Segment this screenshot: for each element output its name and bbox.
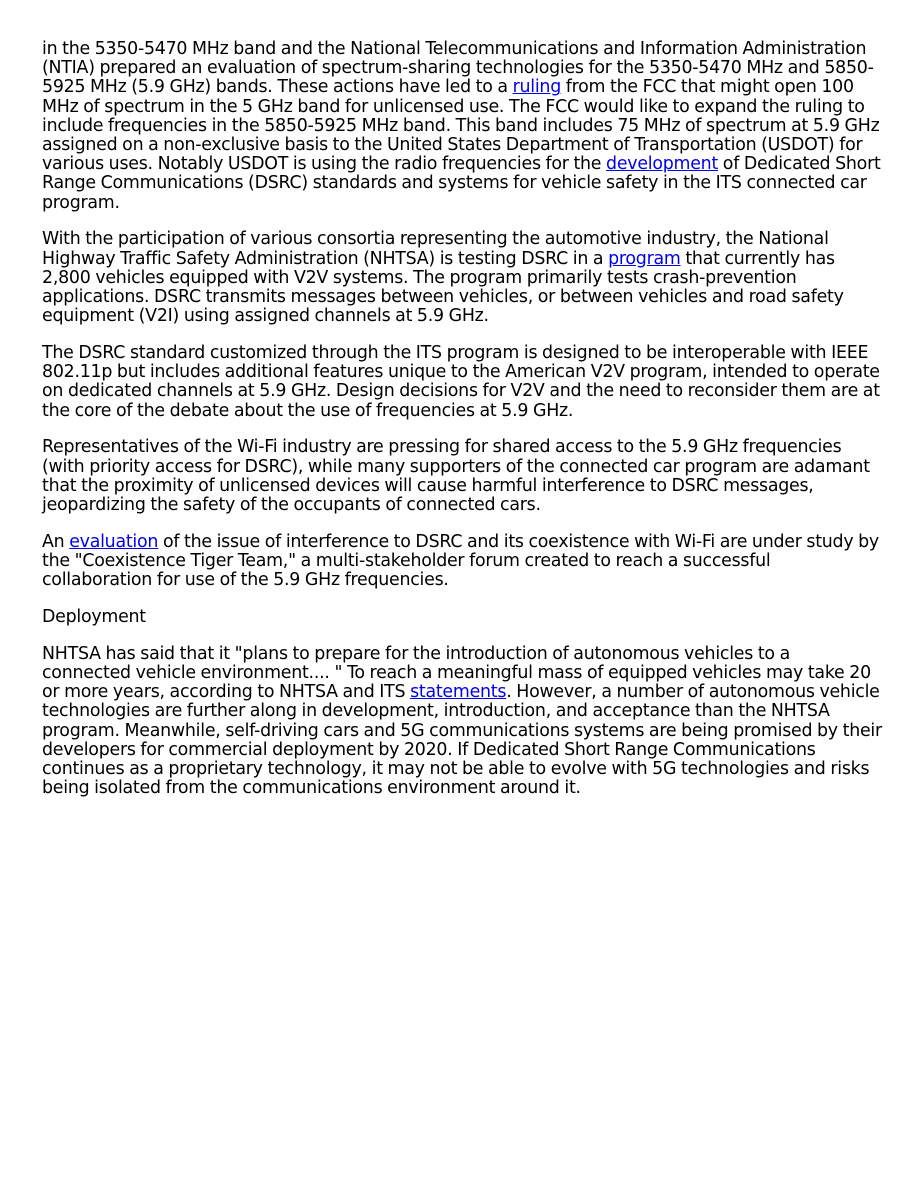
paragraph-text: of Dedicated Short Range Communications (DSRC) standards and systems for vehicle safety in the ITS connected car program. xyxy=(42,154,881,213)
paragraph-wifi-industry xyxy=(42,438,882,515)
paragraph-coexistence xyxy=(42,533,882,591)
paragraph-text: of the issue of interference to DSRC and its coexistence with Wi-Fi are under study by the "Coexistence Tiger Team," a multi-stakeholder forum created to reach a successful collaboration for use of the 5.9 GHz frequencies. xyxy=(42,531,879,591)
paragraph-text: that currently has 2,800 vehicles equipped with V2V systems. The program primarily tests crash-prevention applications. DSRC transmits messages between vehicles, or between vehicles and road safety equipment (V2I) using assigned channels at 5.9 GHz. xyxy=(42,248,844,327)
paragraph-dsrc-standard xyxy=(42,344,882,421)
section-heading-deployment: Deployment xyxy=(42,607,146,628)
paragraph-text: With the participation of various consortia representing the automotive industry, the National Highway Traffic Safety Administration (NHTSA) is testing DSRC in a xyxy=(42,229,829,269)
paragraph-text: in the 5350-5470 MHz band and the National Telecommunications and Information Administration (NTIA) prepared an evaluation of spectrum-sharing technologies for the 5350-5470 MHz and 5850-5925 MHz (5.9 GHz) bands. These actions have led to a xyxy=(42,39,874,98)
paragraph-spectrum-evaluation xyxy=(42,40,882,213)
paragraph-deployment xyxy=(42,645,882,799)
paragraph-nhtsa-testing xyxy=(42,230,882,326)
ruling-link[interactable]: ruling xyxy=(512,77,561,98)
program-link[interactable]: program xyxy=(608,248,681,269)
evaluation-link[interactable]: evaluation xyxy=(69,531,159,552)
development-link[interactable]: development xyxy=(606,154,719,175)
article-body xyxy=(42,40,882,816)
paragraph-text: from the FCC that might open 100 MHz of spectrum in the 5 GHz band for unlicensed use. The FCC would like to expand the ruling to include frequencies in the 5850-5925 MHz band. This band includes 75 MHz of spectrum at 5.9 GHz assigned on a non-exclusive basis to the United States Department of Transportation (USDOT) for various uses. Notably USDOT is using the radio frequencies for the xyxy=(42,77,880,175)
paragraph-text: An xyxy=(42,531,70,552)
paragraph-text: NHTSA has said that it "plans to prepare for the introduction of autonomous vehicles to a connected vehicle environment.... " To reach a meaningful mass of equipped vehicles may take 20 or more years, according to NHTSA and ITS xyxy=(42,643,871,703)
statements-link[interactable]: statements xyxy=(410,682,507,703)
paragraph-text: Representatives of the Wi-Fi industry are pressing for shared access to the 5.9 GHz frequencies (with priority access for DSRC), while many supporters of the connected car program are adamant that the proximity of unlicensed devices will cause harmful interference to DSRC messages, jeopardizing the safety of the occupants of connected cars. xyxy=(42,437,870,516)
paragraph-text: . However, a number of autonomous vehicle technologies are further along in development, introduction, and acceptance than the NHTSA program. Meanwhile, self-driving cars and 5G communications systems are being promised by their developers for commercial deployment by 2020. If Dedicated Short Range Communications continues as a proprietary technology, it may not be able to evolve with 5G technologies and risks being isolated from the communications environment around it. xyxy=(42,682,882,799)
paragraph-text: The DSRC standard customized through the ITS program is designed to be interoperable with IEEE 802.11p but includes additional features unique to the American V2V program, intended to operate on dedicated channels at 5.9 GHz. Design decisions for V2V and the need to reconsider them are at the core of the debate about the use of frequencies at 5.9 GHz. xyxy=(42,343,880,421)
